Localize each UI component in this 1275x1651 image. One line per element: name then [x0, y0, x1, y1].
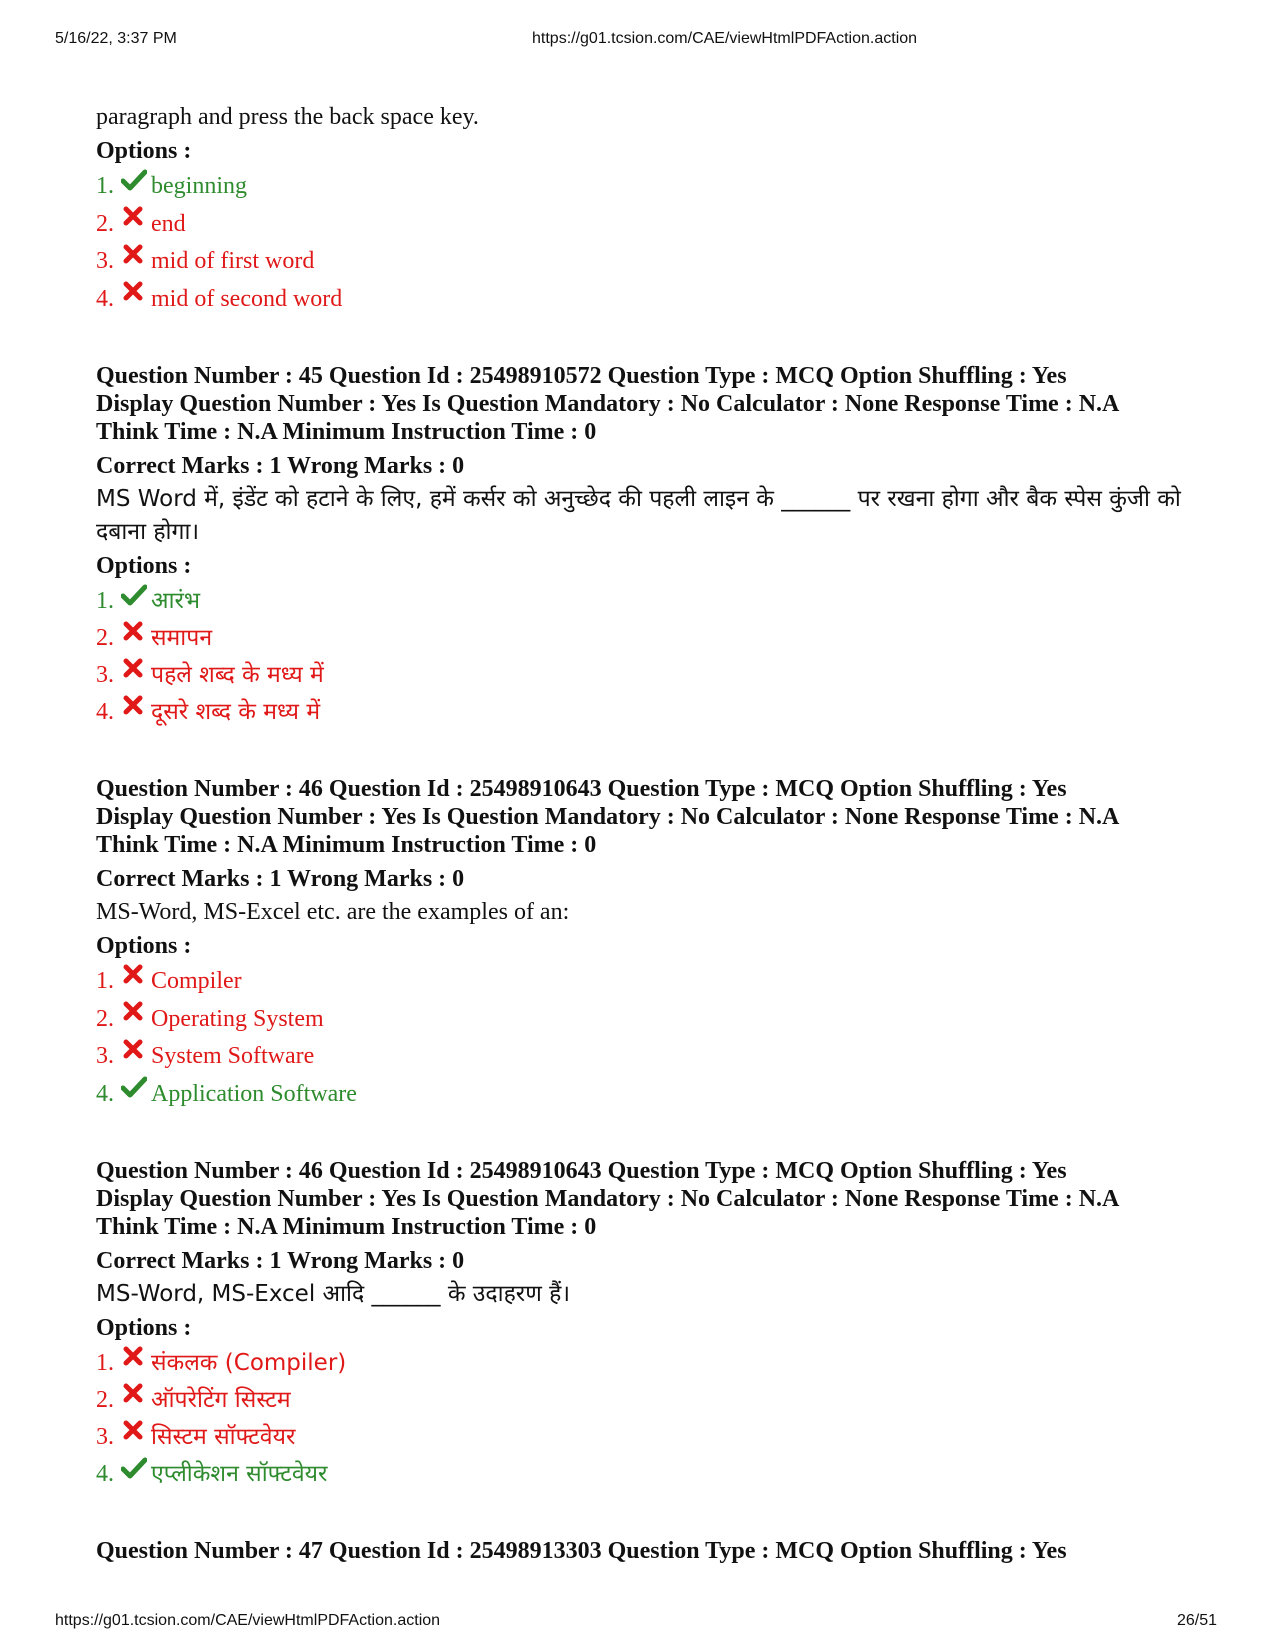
- cross-icon: [121, 1420, 151, 1444]
- option-number: 2.: [96, 625, 114, 651]
- question-meta: [96, 1537, 1216, 1565]
- cross-icon: [121, 1001, 151, 1025]
- options-list: [96, 583, 1216, 731]
- option-number: 3.: [96, 1424, 114, 1450]
- option-number: 2.: [96, 210, 114, 237]
- option-text: एप्लीकेशन सॉफ्टवेयर: [151, 1461, 328, 1487]
- option-item: [96, 1001, 1216, 1039]
- options-list: [96, 168, 1216, 318]
- meta-line: Question Number : 46 Question Id : 25498910643 Question Type : MCQ Option Shuffling : Yes: [96, 1158, 1067, 1184]
- option-number: 1.: [96, 588, 114, 614]
- cross-icon: [121, 1039, 151, 1063]
- option-item: [96, 694, 1216, 731]
- footer-url: https://g01.tcsion.com/CAE/viewHtmlPDFAction.action: [55, 1612, 441, 1629]
- option-number: 1.: [96, 1350, 114, 1376]
- option-text: mid of second word: [151, 285, 343, 312]
- option-text: Operating System: [151, 1005, 324, 1032]
- option-number: 4.: [96, 1080, 114, 1107]
- question-text: MS-Word, MS-Excel etc. are the examples of an:: [96, 899, 570, 925]
- option-number: 4.: [96, 699, 114, 725]
- question-meta: [96, 775, 1216, 859]
- option-item: [96, 168, 1216, 206]
- question-text: paragraph and press the back space key.: [96, 104, 479, 130]
- option-item: [96, 963, 1216, 1001]
- option-item: [96, 620, 1216, 657]
- option-text: ऑपरेटिंग सिस्टम: [151, 1387, 291, 1413]
- option-number: 1.: [96, 173, 114, 199]
- meta-line: Question Number : 45 Question Id : 25498910572 Question Type : MCQ Option Shuffling : Yes: [96, 363, 1067, 389]
- options-list: [96, 1345, 1216, 1493]
- cross-icon: [121, 206, 151, 230]
- cross-icon: [121, 244, 151, 268]
- question-marks: Correct Marks : 1 Wrong Marks : 0: [96, 1248, 465, 1274]
- check-icon: [121, 1457, 151, 1481]
- question-block-46-hindi: [96, 1157, 1216, 1493]
- option-number: 1.: [96, 968, 114, 994]
- option-text: संकलक (Compiler): [151, 1350, 347, 1376]
- cross-icon: [121, 964, 151, 988]
- question-marks: Correct Marks : 1 Wrong Marks : 0: [96, 866, 465, 892]
- option-item: [96, 243, 1216, 281]
- option-item: [96, 1345, 1216, 1382]
- options-label: Options :: [96, 1315, 192, 1341]
- option-text: beginning: [151, 173, 247, 199]
- option-item: [96, 1038, 1216, 1076]
- option-number: 2.: [96, 1387, 114, 1413]
- option-text: end: [151, 210, 186, 237]
- option-text: System Software: [151, 1043, 315, 1069]
- check-icon: [121, 169, 151, 193]
- option-item: [96, 583, 1216, 620]
- print-datetime: 5/16/22, 3:37 PM: [55, 30, 177, 47]
- option-text: आरंभ: [151, 588, 201, 614]
- question-marks: Correct Marks : 1 Wrong Marks : 0: [96, 453, 465, 479]
- print-url: https://g01.tcsion.com/CAE/viewHtmlPDFAction.action: [532, 30, 918, 47]
- meta-line: Question Number : 47 Question Id : 25498913303 Question Type : MCQ Option Shuffling : Yes: [96, 1538, 1067, 1564]
- meta-line: Display Question Number : Yes Is Question Mandatory : No Calculator : None Response Time : N.A: [96, 391, 1120, 417]
- question-block-46: [96, 775, 1216, 1113]
- meta-line: Display Question Number : Yes Is Question Mandatory : No Calculator : None Response Time : N.A: [96, 1186, 1120, 1212]
- question-block-47: [96, 1537, 1216, 1565]
- check-icon: [121, 584, 151, 608]
- cross-icon: [121, 695, 151, 719]
- meta-line: Think Time : N.A Minimum Instruction Time : 0: [96, 832, 597, 858]
- page-content: [96, 56, 1216, 1565]
- page-number: 26/51: [1177, 1612, 1218, 1629]
- option-text: mid of first word: [151, 248, 315, 274]
- option-number: 4.: [96, 285, 114, 312]
- question-text: MS-Word, MS-Excel आदि ______ के उदाहरण हैं।: [96, 1281, 571, 1307]
- option-item: [96, 1076, 1216, 1114]
- cross-icon: [121, 281, 151, 305]
- option-text: समापन: [151, 625, 213, 651]
- meta-line: Think Time : N.A Minimum Instruction Time : 0: [96, 419, 597, 445]
- check-icon: [121, 1076, 151, 1100]
- option-number: 3.: [96, 248, 114, 274]
- question-text: MS Word में, इंडेंट को हटाने के लिए, हमें कर्सर को अनुच्छेद की पहली लाइन के ______ पर रखना होगा और बैक स्पेस कुंजी को दबाना होगा।: [96, 486, 1181, 545]
- options-label: Options :: [96, 138, 192, 164]
- option-item: [96, 657, 1216, 694]
- options-label: Options :: [96, 933, 192, 959]
- cross-icon: [121, 1346, 151, 1370]
- meta-line: Think Time : N.A Minimum Instruction Time : 0: [96, 1214, 597, 1240]
- question-meta: [96, 362, 1216, 446]
- meta-line: Display Question Number : Yes Is Question Mandatory : No Calculator : None Response Time : N.A: [96, 804, 1120, 830]
- option-item: [96, 1456, 1216, 1493]
- option-number: 3.: [96, 1043, 114, 1069]
- option-text: Application Software: [151, 1080, 357, 1107]
- cross-icon: [121, 621, 151, 645]
- question-continuation: [96, 100, 1216, 318]
- option-item: [96, 281, 1216, 319]
- options-list: [96, 963, 1216, 1113]
- option-number: 2.: [96, 1005, 114, 1032]
- option-number: 3.: [96, 662, 114, 688]
- option-text: Compiler: [151, 968, 242, 994]
- cross-icon: [121, 1383, 151, 1407]
- option-item: [96, 206, 1216, 244]
- option-text: पहले शब्द के मध्य में: [151, 662, 324, 688]
- cross-icon: [121, 658, 151, 682]
- question-block-45: [96, 362, 1216, 731]
- meta-line: Question Number : 46 Question Id : 25498910643 Question Type : MCQ Option Shuffling : Yes: [96, 776, 1067, 802]
- option-item: [96, 1419, 1216, 1456]
- option-item: [96, 1382, 1216, 1419]
- options-label: Options :: [96, 553, 192, 579]
- option-text: सिस्टम सॉफ्टवेयर: [151, 1424, 296, 1450]
- question-meta: [96, 1157, 1216, 1241]
- option-text: दूसरे शब्द के मध्य में: [151, 699, 321, 725]
- option-number: 4.: [96, 1461, 114, 1487]
